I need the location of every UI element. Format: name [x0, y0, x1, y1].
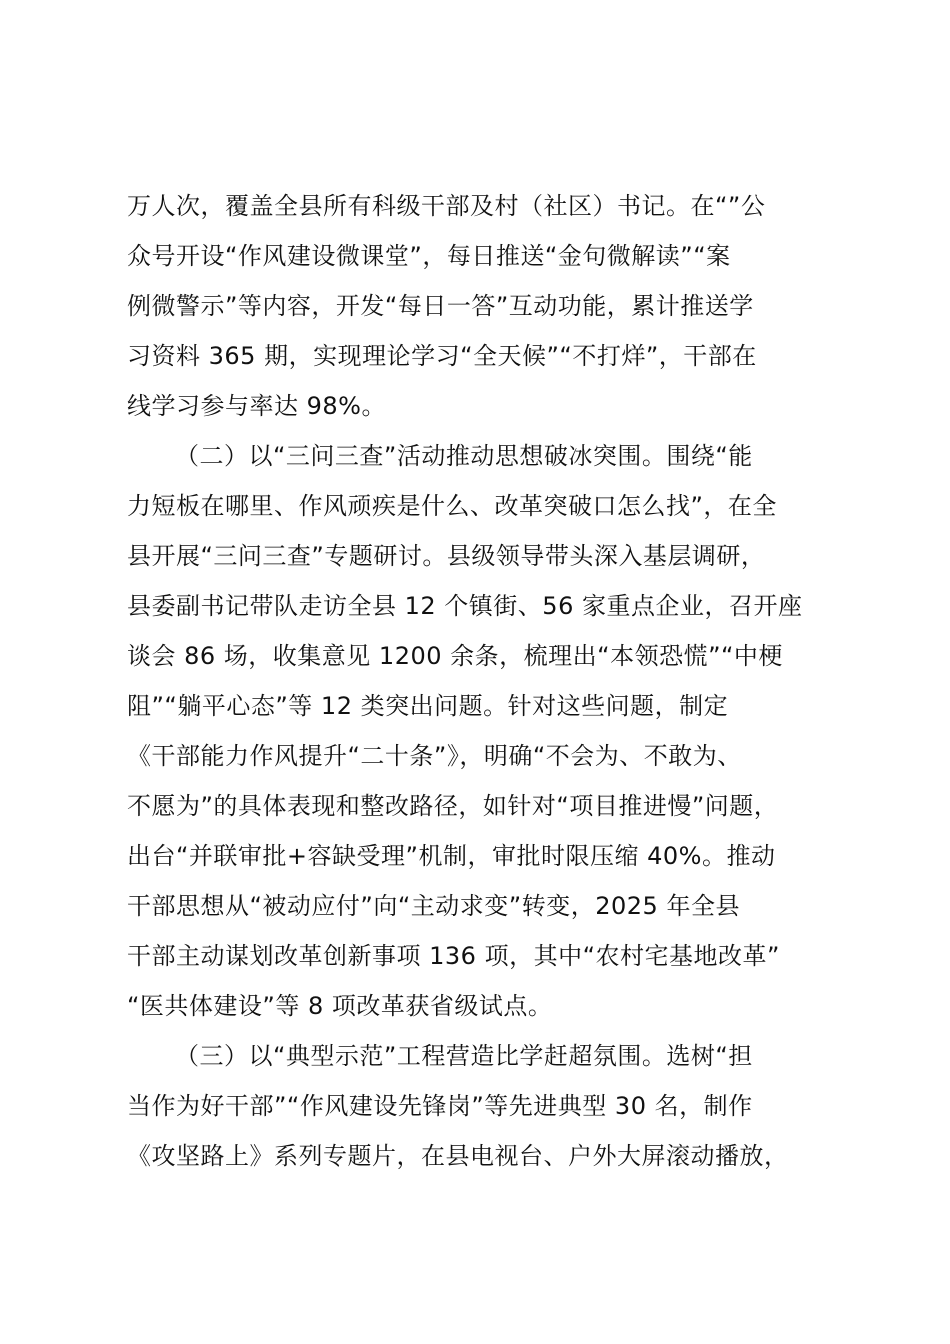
text-line-3: 例微警示”等内容，开发“每日一答”互动功能，累计推送学 [127, 292, 754, 320]
text-line-7: 力短板在哪里、作风顽疾是什么、改革突破口怎么找”，在全 [127, 492, 777, 520]
section-heading-2: （二）以“三问三查”活动推动思想破冰突围。围绕“能 [175, 442, 753, 470]
text-line-17: “医共体建设”等 8 项改革获省级试点。 [127, 992, 553, 1020]
text-line-9: 县委副书记带队走访全县 12 个镇街、56 家重点企业，召开座 [127, 592, 803, 620]
text-line-13: 不愿为”的具体表现和整改路径，如针对“项目推进慢”问题， [127, 792, 779, 820]
text-line-8: 县开展“三问三查”专题研讨。县级领导带头深入基层调研， [127, 542, 766, 570]
text-line-5: 线学习参与率达 98%。 [127, 392, 386, 420]
text-line-20: 《攻坚路上》系列专题片，在县电视台、户外大屏滚动播放， [127, 1142, 789, 1170]
text-line-14: 出台“并联审批+容缺受理”机制，审批时限压缩 40%。推动 [127, 842, 776, 870]
text-line-4: 习资料 365 期，实现理论学习“全天候”“不打烊”，干部在 [127, 342, 757, 370]
text-line-19: 当作为好干部”“作风建设先锋岗”等先进典型 30 名，制作 [127, 1092, 753, 1120]
text-line-11: 阻”“躺平心态”等 12 类突出问题。针对这些问题，制定 [127, 692, 729, 720]
text-line-1: 万人次，覆盖全县所有科级干部及村（社区）书记。在“”公 [127, 192, 766, 220]
text-line-10: 谈会 86 场，收集意见 1200 余条，梳理出“本领恐慌”“中梗 [127, 642, 783, 670]
text-line-12: 《干部能力作风提升“二十条”》，明确“不会为、不敢为、 [127, 742, 742, 770]
text-line-16: 干部主动谋划改革创新事项 136 项，其中“农村宅基地改革” [127, 942, 780, 970]
section-heading-3: （三）以“典型示范”工程营造比学赶超氛围。选树“担 [175, 1042, 753, 1070]
text-line-2: 众号开设“作风建设微课堂”，每日推送“金句微解读”“案 [127, 242, 731, 270]
text-line-15: 干部思想从“被动应付”向“主动求变”转变，2025 年全县 [127, 892, 740, 920]
